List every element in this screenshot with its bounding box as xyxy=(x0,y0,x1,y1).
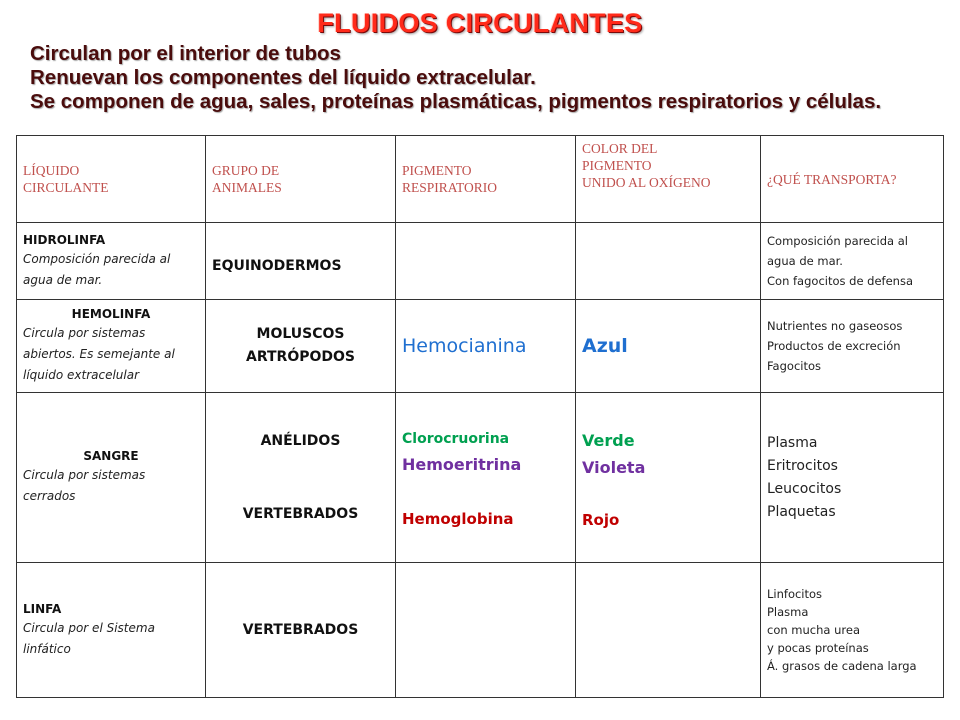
header-liquid: LÍQUIDO CIRCULANTE xyxy=(17,136,206,223)
cell-liquid-linfa xyxy=(17,563,206,698)
intro-bullets xyxy=(30,42,950,114)
table-row xyxy=(17,223,944,300)
cell-transport-linfa: Linfocitos Plasma con mucha urea y pocas proteínas Á. grasos de cadena larga xyxy=(761,563,944,698)
page-title: FLUIDOS CIRCULANTES xyxy=(317,8,643,38)
pigment-hemoglobina: Hemoglobina xyxy=(402,509,514,528)
cell-color-hidrolinfa xyxy=(576,223,761,300)
cell-color-hemolinfa xyxy=(576,300,761,393)
table-header-row xyxy=(17,136,944,223)
liquid-description: Circula por sistemas abiertos. Es semejante al líquido extracelular xyxy=(23,326,175,382)
bullet-3: Se componen de agua, sales, proteínas plasmáticas, pigmentos respiratorios y células. xyxy=(30,90,882,113)
pigment-clorocruorina: Clorocruorina xyxy=(402,430,510,447)
header-color: COLOR DEL PIGMENTO UNIDO AL OXÍGENO xyxy=(576,136,761,223)
cell-transport-hidrolinfa: Composición parecida al agua de mar. Con fagocitos de defensa xyxy=(761,223,944,300)
liquid-name: LINFA xyxy=(23,601,62,616)
cell-group-hidrolinfa: EQUINODERMOS xyxy=(206,223,396,300)
liquid-description: Circula por el Sistema linfático xyxy=(23,620,155,656)
bullet-1: Circulan por el interior de tubos xyxy=(30,42,341,65)
color-rojo: Rojo xyxy=(582,510,620,529)
cell-liquid-sangre xyxy=(17,393,206,563)
cell-group-linfa: VERTEBRADOS xyxy=(206,563,396,698)
liquid-description: Composición parecida al agua de mar. xyxy=(23,251,171,287)
header-pigment: PIGMENTO RESPIRATORIO xyxy=(396,136,576,223)
cell-pigment-hidrolinfa xyxy=(396,223,576,300)
cell-color-linfa xyxy=(576,563,761,698)
cell-transport-hemolinfa: Nutrientes no gaseosos Productos de excreción Fagocitos xyxy=(761,300,944,393)
cell-color-sangre xyxy=(576,393,761,563)
cell-group-hemolinfa: MOLUSCOS ARTRÓPODOS xyxy=(206,300,396,393)
header-transport: ¿QUÉ TRANSPORTA? xyxy=(761,136,944,223)
header-group: GRUPO DE ANIMALES xyxy=(206,136,396,223)
cell-transport-sangre: Plasma Eritrocitos Leucocitos Plaquetas xyxy=(761,393,944,563)
cell-group-sangre: ANÉLIDOS VERTEBRADOS xyxy=(206,393,396,563)
pigment-hemocianina: Hemocianina xyxy=(402,335,527,357)
cell-pigment-linfa xyxy=(396,563,576,698)
liquid-name: HIDROLINFA xyxy=(23,232,106,247)
liquid-description: Circula por sistemas cerrados xyxy=(23,468,146,503)
table-row xyxy=(17,393,944,563)
cell-pigment-sangre xyxy=(396,393,576,563)
color-violeta: Violeta xyxy=(582,457,646,477)
cell-liquid-hemolinfa xyxy=(17,300,206,393)
liquid-name: HEMOLINFA xyxy=(71,307,151,321)
color-verde: Verde xyxy=(582,430,635,450)
bullet-2: Renuevan los componentes del líquido extracelular. xyxy=(30,66,536,89)
color-azul: Azul xyxy=(582,335,628,357)
cell-pigment-hemolinfa xyxy=(396,300,576,393)
cell-liquid-hidrolinfa xyxy=(17,223,206,300)
pigment-hemoeritrina: Hemoeritrina xyxy=(402,454,522,474)
liquid-name: SANGRE xyxy=(83,449,139,463)
table-row xyxy=(17,563,944,698)
table-row xyxy=(17,300,944,393)
fluids-table xyxy=(16,135,944,698)
